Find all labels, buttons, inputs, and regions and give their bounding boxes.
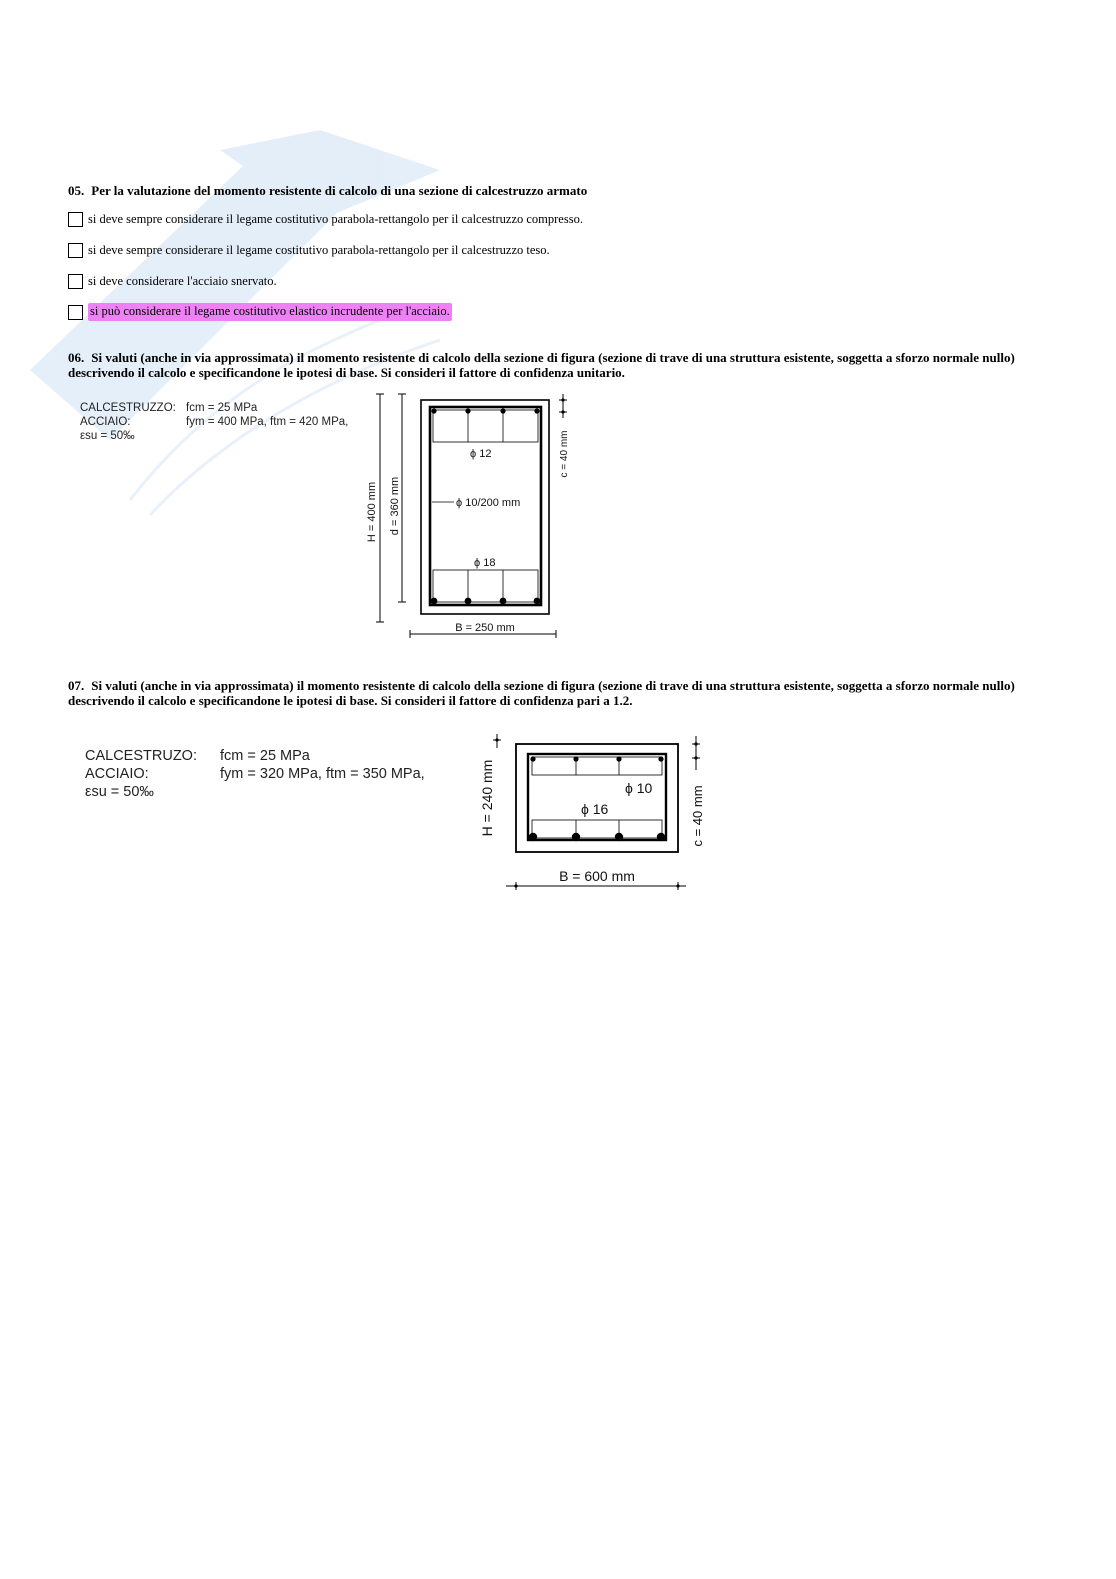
checkbox[interactable] [68,305,83,320]
section-figure-06 [360,388,570,644]
checkbox[interactable] [68,274,83,289]
question-06-heading [68,350,1018,380]
question-number: 07. [68,678,85,693]
concrete-value: fcm = 25 MPa [220,748,310,764]
cover-label: c = 40 mm [690,785,705,847]
question-07-heading [68,678,1018,708]
steel-value: fym = 320 MPa, ftm = 350 MPa, [220,766,425,782]
cover-label: c = 40 mm [559,430,570,478]
concrete-label: CALCESTRUZZO: [80,402,176,414]
materials-06 [80,401,348,443]
top-bars-label: ϕ 10 [625,780,653,796]
steel-value: fym = 400 MPa, ftm = 420 MPa, [186,416,349,428]
option-text: si deve considerare l'acciaio snervato. [88,273,277,288]
steel-label: ACCIAIO: [80,416,131,428]
question-05-heading [68,183,1018,198]
question-number: 05. [68,183,85,198]
materials-07 [85,747,425,801]
ultimate-strain: εsu = 50‰ [80,430,135,442]
depth-label: d = 360 mm [389,476,401,536]
section-figure-07 [470,728,710,896]
option-text-highlighted: si può considerare il legame costitutivo elastico incrudente per l'acciaio. [88,303,452,321]
height-label: H = 240 mm [479,759,495,837]
checkbox[interactable] [68,243,83,258]
question-text: Per la valutazione del momento resistente di calcolo di una sezione di calcestruzzo armato [91,183,588,198]
concrete-label: CALCESTRUZO: [85,748,197,764]
checkbox[interactable] [68,212,83,227]
bottom-bars-label: ϕ 18 [474,557,496,569]
question-number: 06. [68,350,85,365]
ultimate-strain: εsu = 50‰ [85,784,154,800]
option-text: si deve sempre considerare il legame costitutivo parabola-rettangolo per il calcestruzzo teso. [88,242,550,257]
height-label: H = 400 mm [366,481,378,543]
stirrups-label: ϕ 10/200 mm [456,497,521,509]
bottom-bars-label: ϕ 16 [581,801,609,817]
option-05-c[interactable] [68,272,277,290]
option-05-a[interactable] [68,210,583,228]
width-label: B = 250 mm [455,622,515,634]
option-05-d[interactable] [68,303,452,321]
option-text: si deve sempre considerare il legame costitutivo parabola-rettangolo per il calcestruzzo compresso. [88,211,583,226]
steel-label: ACCIAIO: [85,766,149,782]
width-label: B = 600 mm [559,868,635,884]
option-05-b[interactable] [68,241,550,259]
top-bars-label: ϕ 12 [470,448,492,460]
question-text: Si valuti (anche in via approssimata) il momento resistente di calcolo della sezione di figura (sezione di trave di una struttura esistente, soggetta a sforzo normale nullo) descrivendo il calcolo e specificandone le ipotesi di base. Si consideri il fattore di confidenza pari a 1.2. [68,678,1015,708]
question-text: Si valuti (anche in via approssimata) il momento resistente di calcolo della sezione di figura (sezione di trave di una struttura esistente, soggetta a sforzo normale nullo) descrivendo il calcolo e specificandone le ipotesi di base. Si consideri il fattore di confidenza unitario. [68,350,1015,380]
concrete-value: fcm = 25 MPa [186,402,258,414]
